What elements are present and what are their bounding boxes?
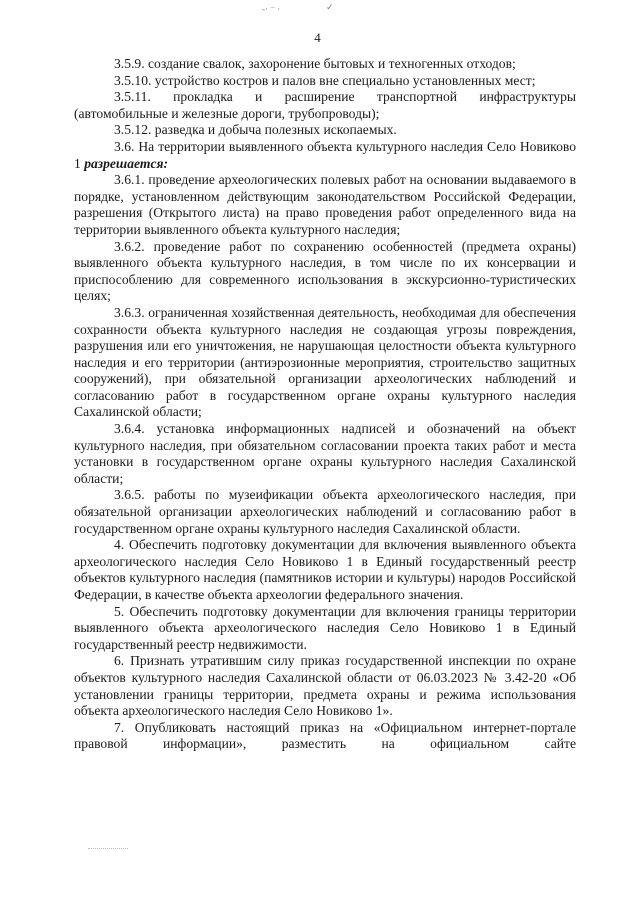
document-body <box>74 56 576 753</box>
clause-3-6-5: 3.6.5. работы по музеификации объекта археологического наследия, при обязательной организации археологических наблюдений и согласованию работ в государственном органе охраны культурного наследия Сахалинской области. <box>74 487 576 536</box>
clause-3-6-text: 3.6. На территории выявленного объекта культурного наследия Село Новиково 1 <box>74 138 576 171</box>
clause-3-5-10: 3.5.10. устройство костров и палов вне специально установленных мест; <box>114 72 536 88</box>
clause-4: 4. Обеспечить подготовку документации для включения выявленного объекта археологического наследия Село Новиково 1 в Единый государственный реестр объектов культурного наследия (памятников истории и культуры) народов Российской Федерации, в качестве объекта археологии федерального значения. <box>74 537 576 602</box>
clause-3-5-11: 3.5.11. прокладка и расширение транспортной инфраструктуры (автомобильные и железные дороги, трубопроводы); <box>74 89 576 121</box>
clause-3-6-2: 3.6.2. проведение работ по сохранению особенностей (предмета охраны) выявленного объекта культурного наследия, в том числе по их консервации и приспособлению для современного использования в экскурсионно-туристических целях; <box>74 238 576 304</box>
clause-3-6-3: 3.6.3. ограниченная хозяйственная деятельность, необходимая для обеспечения сохранности объекта культурного наследия не создающая угрозы повреждения, разрушения или его уничтожения, не нарушающая целостности объекта культурного наследия и его территории (антиэрозионные мероприятия, строительство защитных сооружений), при обязательной организации археологических наблюдений и согласованию работ в государственном органе охраны культурного наследия Сахалинской области; <box>74 304 576 420</box>
clause-3-5-9: 3.5.9. создание свалок, захоронение бытовых и техногенных отходов; <box>114 56 516 71</box>
scan-artifact-mark: -· ⁻ · <box>262 4 281 14</box>
clause-3-5-12: 3.5.12. разведка и добыча полезных ископаемых. <box>114 122 397 138</box>
clause-3-6-emphasis: разрешается: <box>84 155 169 171</box>
scan-artifact-dots <box>88 848 128 849</box>
scan-artifact-mark-2: ✓ <box>326 2 334 12</box>
clause-3-6-1: 3.6.1. проведение археологических полевых работ на основании выдаваемого в порядке, установленном действующим законодательством Российской Федерации, разрешения (Открытого листа) на право проведения работ определенного вида на территории выявленного объекта культурного наследия; <box>74 172 576 237</box>
clause-6: 6. Признать утратившим силу приказ государственной инспекции по охране объектов культурного наследия Сахалинской области от 06.03.2023 № 3.42-20 «Об установлении границы территории, предмета охраны и режима использования объекта археологического наследия Село Новиково 1». <box>74 653 576 719</box>
clause-5: 5. Обеспечить подготовку документации для включения границы территории выявленного объекта археологического наследия Село Новиково 1 в Единый государственный реестр недвижимости. <box>74 603 576 652</box>
clause-3-6 <box>74 139 576 172</box>
clause-7: 7. Опубликовать настоящий приказ на «Официальном интернет-портале правовой информации», разместить на официальном сайте <box>74 719 576 752</box>
clause-3-6-4: 3.6.4. установка информационных надписей и обозначений на объект культурного наследия, при обязательном согласовании проекта таких работ и места установки в государственном органе охраны культурного наследия Сахалинской области; <box>74 421 576 486</box>
page-number: 4 <box>314 30 321 45</box>
